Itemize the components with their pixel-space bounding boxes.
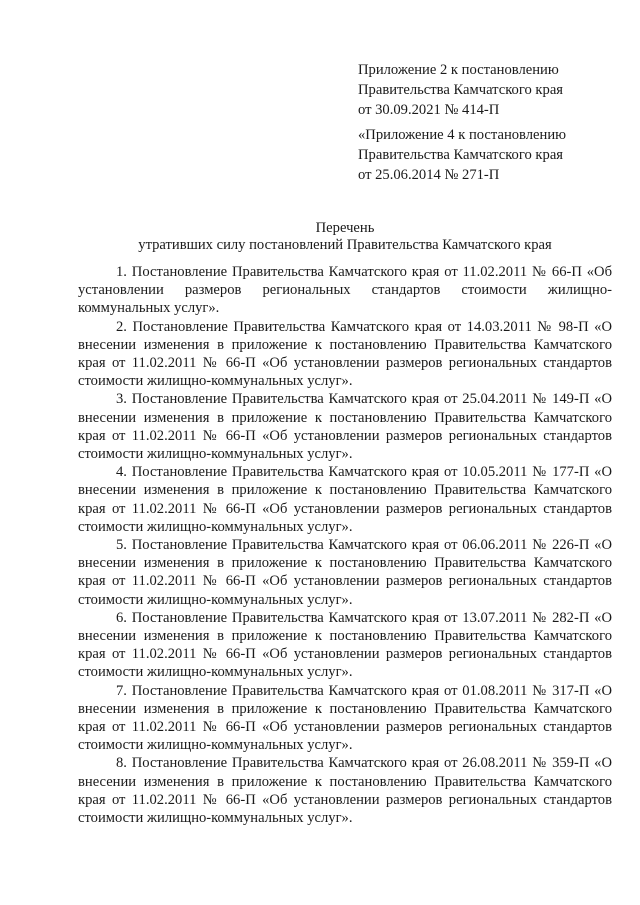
annex-reference-current — [358, 60, 618, 120]
list-item: 7. Постановление Правительства Камчатского края от 01.08.2011 № 317-П «О внесении изменения в приложение к постановлению Правительства Камчатского края от 11.02.2011 № 66-П «Об установлении размеров региональных стандартов стоимости жилищно-коммунальных услуг». — [78, 682, 612, 754]
annex-line: от 30.09.2021 № 414-П — [358, 102, 500, 118]
list-item: 2. Постановление Правительства Камчатского края от 14.03.2011 № 98-П «О внесении изменения в приложение к постановлению Правительства Камчатского края от 11.02.2011 № 66-П «Об установлении размеров региональных стандартов стоимости жилищно-коммунальных услуг». — [78, 318, 612, 390]
annex-line: Правительства Камчатского края — [358, 147, 564, 163]
list-item: 5. Постановление Правительства Камчатского края от 06.06.2011 № 226-П «О внесении изменения в приложение к постановлению Правительства Камчатского края от 11.02.2011 № 66-П «Об установлении размеров региональных стандартов стоимости жилищно-коммунальных услуг». — [78, 537, 612, 608]
annex-line: от 25.06.2014 № 271-П — [358, 167, 500, 183]
annex-reference-previous — [358, 125, 618, 185]
annex-line: Приложение 2 к постановлению — [358, 62, 559, 78]
list-item: 4. Постановление Правительства Камчатского края от 10.05.2011 № 177-П «О внесении изменения в приложение к постановлению Правительства Камчатского края от 11.02.2011 № 66-П «Об установлении размеров региональных стандартов стоимости жилищно-коммунальных услуг». — [78, 464, 612, 535]
annex-line: «Приложение 4 к постановлению — [358, 127, 567, 143]
list-item: 6. Постановление Правительства Камчатского края от 13.07.2011 № 282-П «О внесении изменения в приложение к постановлению Правительства Камчатского края от 11.02.2011 № 66-П «Об установлении размеров региональных стандартов стоимости жилищно-коммунальных услуг». — [78, 609, 612, 681]
document-subtitle: утративших силу постановлений Правительства Камчатского края — [138, 237, 552, 253]
document-title: Перечень — [315, 220, 375, 236]
annex-line: Правительства Камчатского края — [358, 82, 564, 98]
list-item: 3. Постановление Правительства Камчатского края от 25.04.2011 № 149-П «О внесении изменения в приложение к постановлению Правительства Камчатского края от 11.02.2011 № 66-П «Об установлении размеров региональных стандартов стоимости жилищно-коммунальных услуг». — [78, 391, 612, 463]
resolutions-list — [78, 263, 612, 827]
list-item: 1. Постановление Правительства Камчатского края от 11.02.2011 № 66-П «Об установлении размеров региональных стандартов стоимости жилищно-коммунальных услуг». — [78, 264, 612, 317]
list-item: 8. Постановление Правительства Камчатского края от 26.08.2011 № 359-П «О внесении изменения в приложение к постановлению Правительства Камчатского края от 11.02.2011 № 66-П «Об установлении размеров региональных стандартов стоимости жилищно-коммунальных услуг». — [78, 755, 612, 827]
